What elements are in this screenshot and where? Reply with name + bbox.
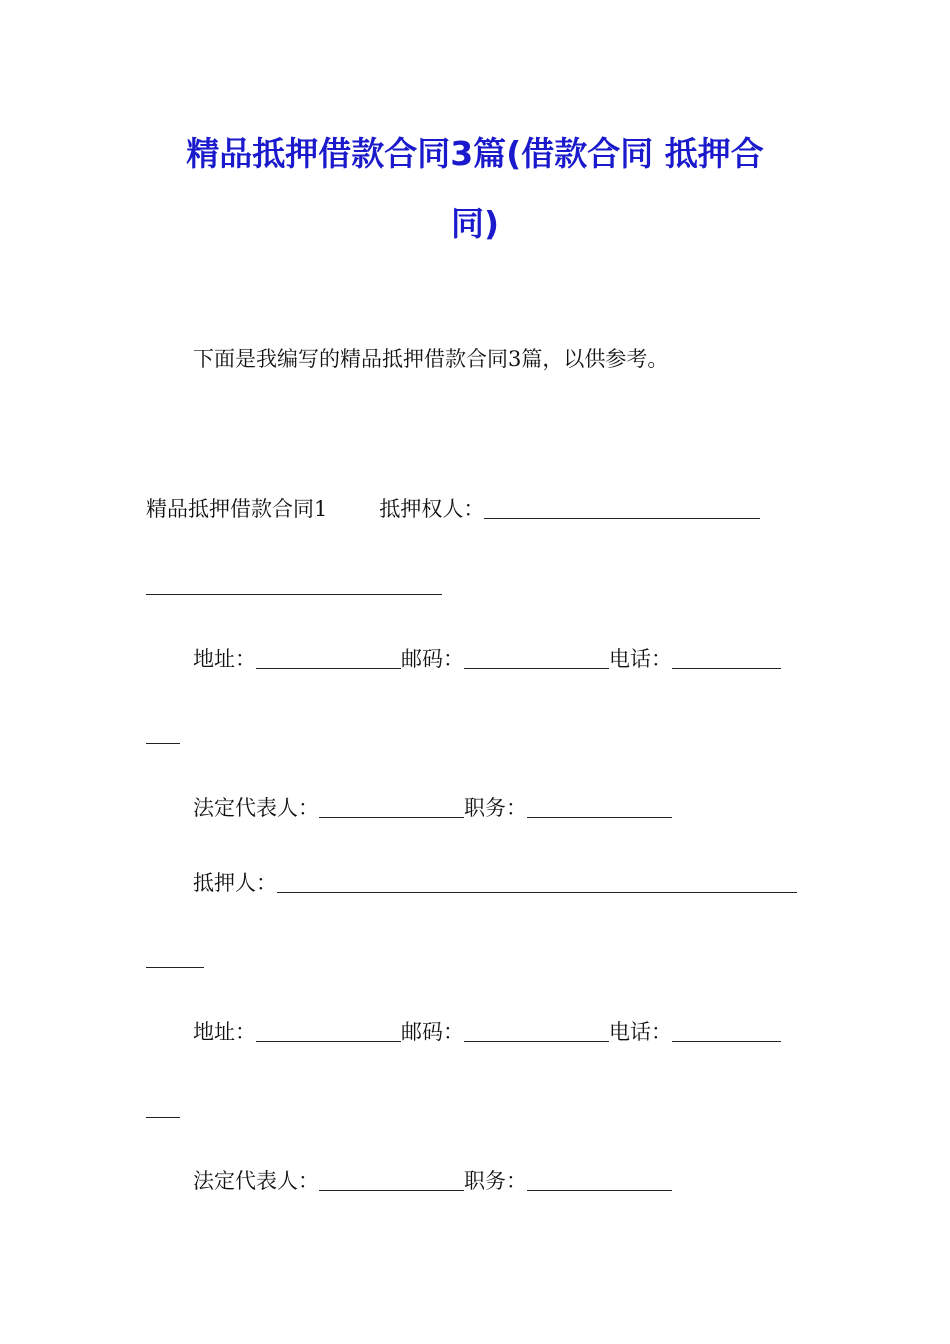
postcode-label: 邮码： — [401, 1020, 464, 1044]
mortgagor-address-row — [193, 1017, 808, 1047]
mortgagee-blank — [484, 494, 760, 519]
position-blank — [527, 793, 672, 818]
position-label: 职务： — [464, 1169, 527, 1193]
address-label: 地址： — [193, 647, 256, 671]
mortgagee-blank-continued — [146, 594, 442, 595]
phone-blank-continued — [146, 1117, 180, 1118]
mortgagee-row — [146, 494, 808, 524]
mortgagee-label: 抵押权人： — [379, 497, 485, 521]
legal-rep-blank — [319, 1166, 464, 1191]
legal-rep-label: 法定代表人： — [193, 1169, 319, 1193]
phone-label: 电话： — [609, 1020, 672, 1044]
phone-blank — [672, 1017, 781, 1042]
legal-rep-blank — [319, 793, 464, 818]
mortgagee-address-row — [193, 644, 808, 674]
mortgagor-blank-continued — [146, 967, 204, 968]
position-blank — [527, 1166, 672, 1191]
mortgagor-legal-rep-row — [193, 1166, 808, 1196]
address-blank — [256, 1017, 401, 1042]
legal-rep-label: 法定代表人： — [193, 796, 319, 820]
phone-blank — [672, 644, 781, 669]
mortgagor-label: 抵押人： — [193, 871, 277, 895]
intro-paragraph — [193, 344, 808, 374]
postcode-label: 邮码： — [401, 647, 464, 671]
mortgagor-row — [193, 868, 808, 898]
section-1-heading: 精品抵押借款合同1 — [146, 497, 328, 521]
document-title-line-2: 同) — [450, 204, 500, 243]
postcode-blank — [464, 644, 609, 669]
position-label: 职务： — [464, 796, 527, 820]
phone-label: 电话： — [609, 647, 672, 671]
mortgagor-blank — [277, 868, 797, 893]
intro-text: 下面是我编写的精品抵押借款合同3篇，以供参考。 — [193, 347, 669, 371]
phone-blank-continued — [146, 743, 180, 744]
postcode-blank — [464, 1017, 609, 1042]
mortgagee-legal-rep-row — [193, 793, 808, 823]
address-label: 地址： — [193, 1020, 256, 1044]
address-blank — [256, 644, 401, 669]
document-title-line-1: 精品抵押借款合同3篇(借款合同 抵押合 — [186, 134, 764, 173]
